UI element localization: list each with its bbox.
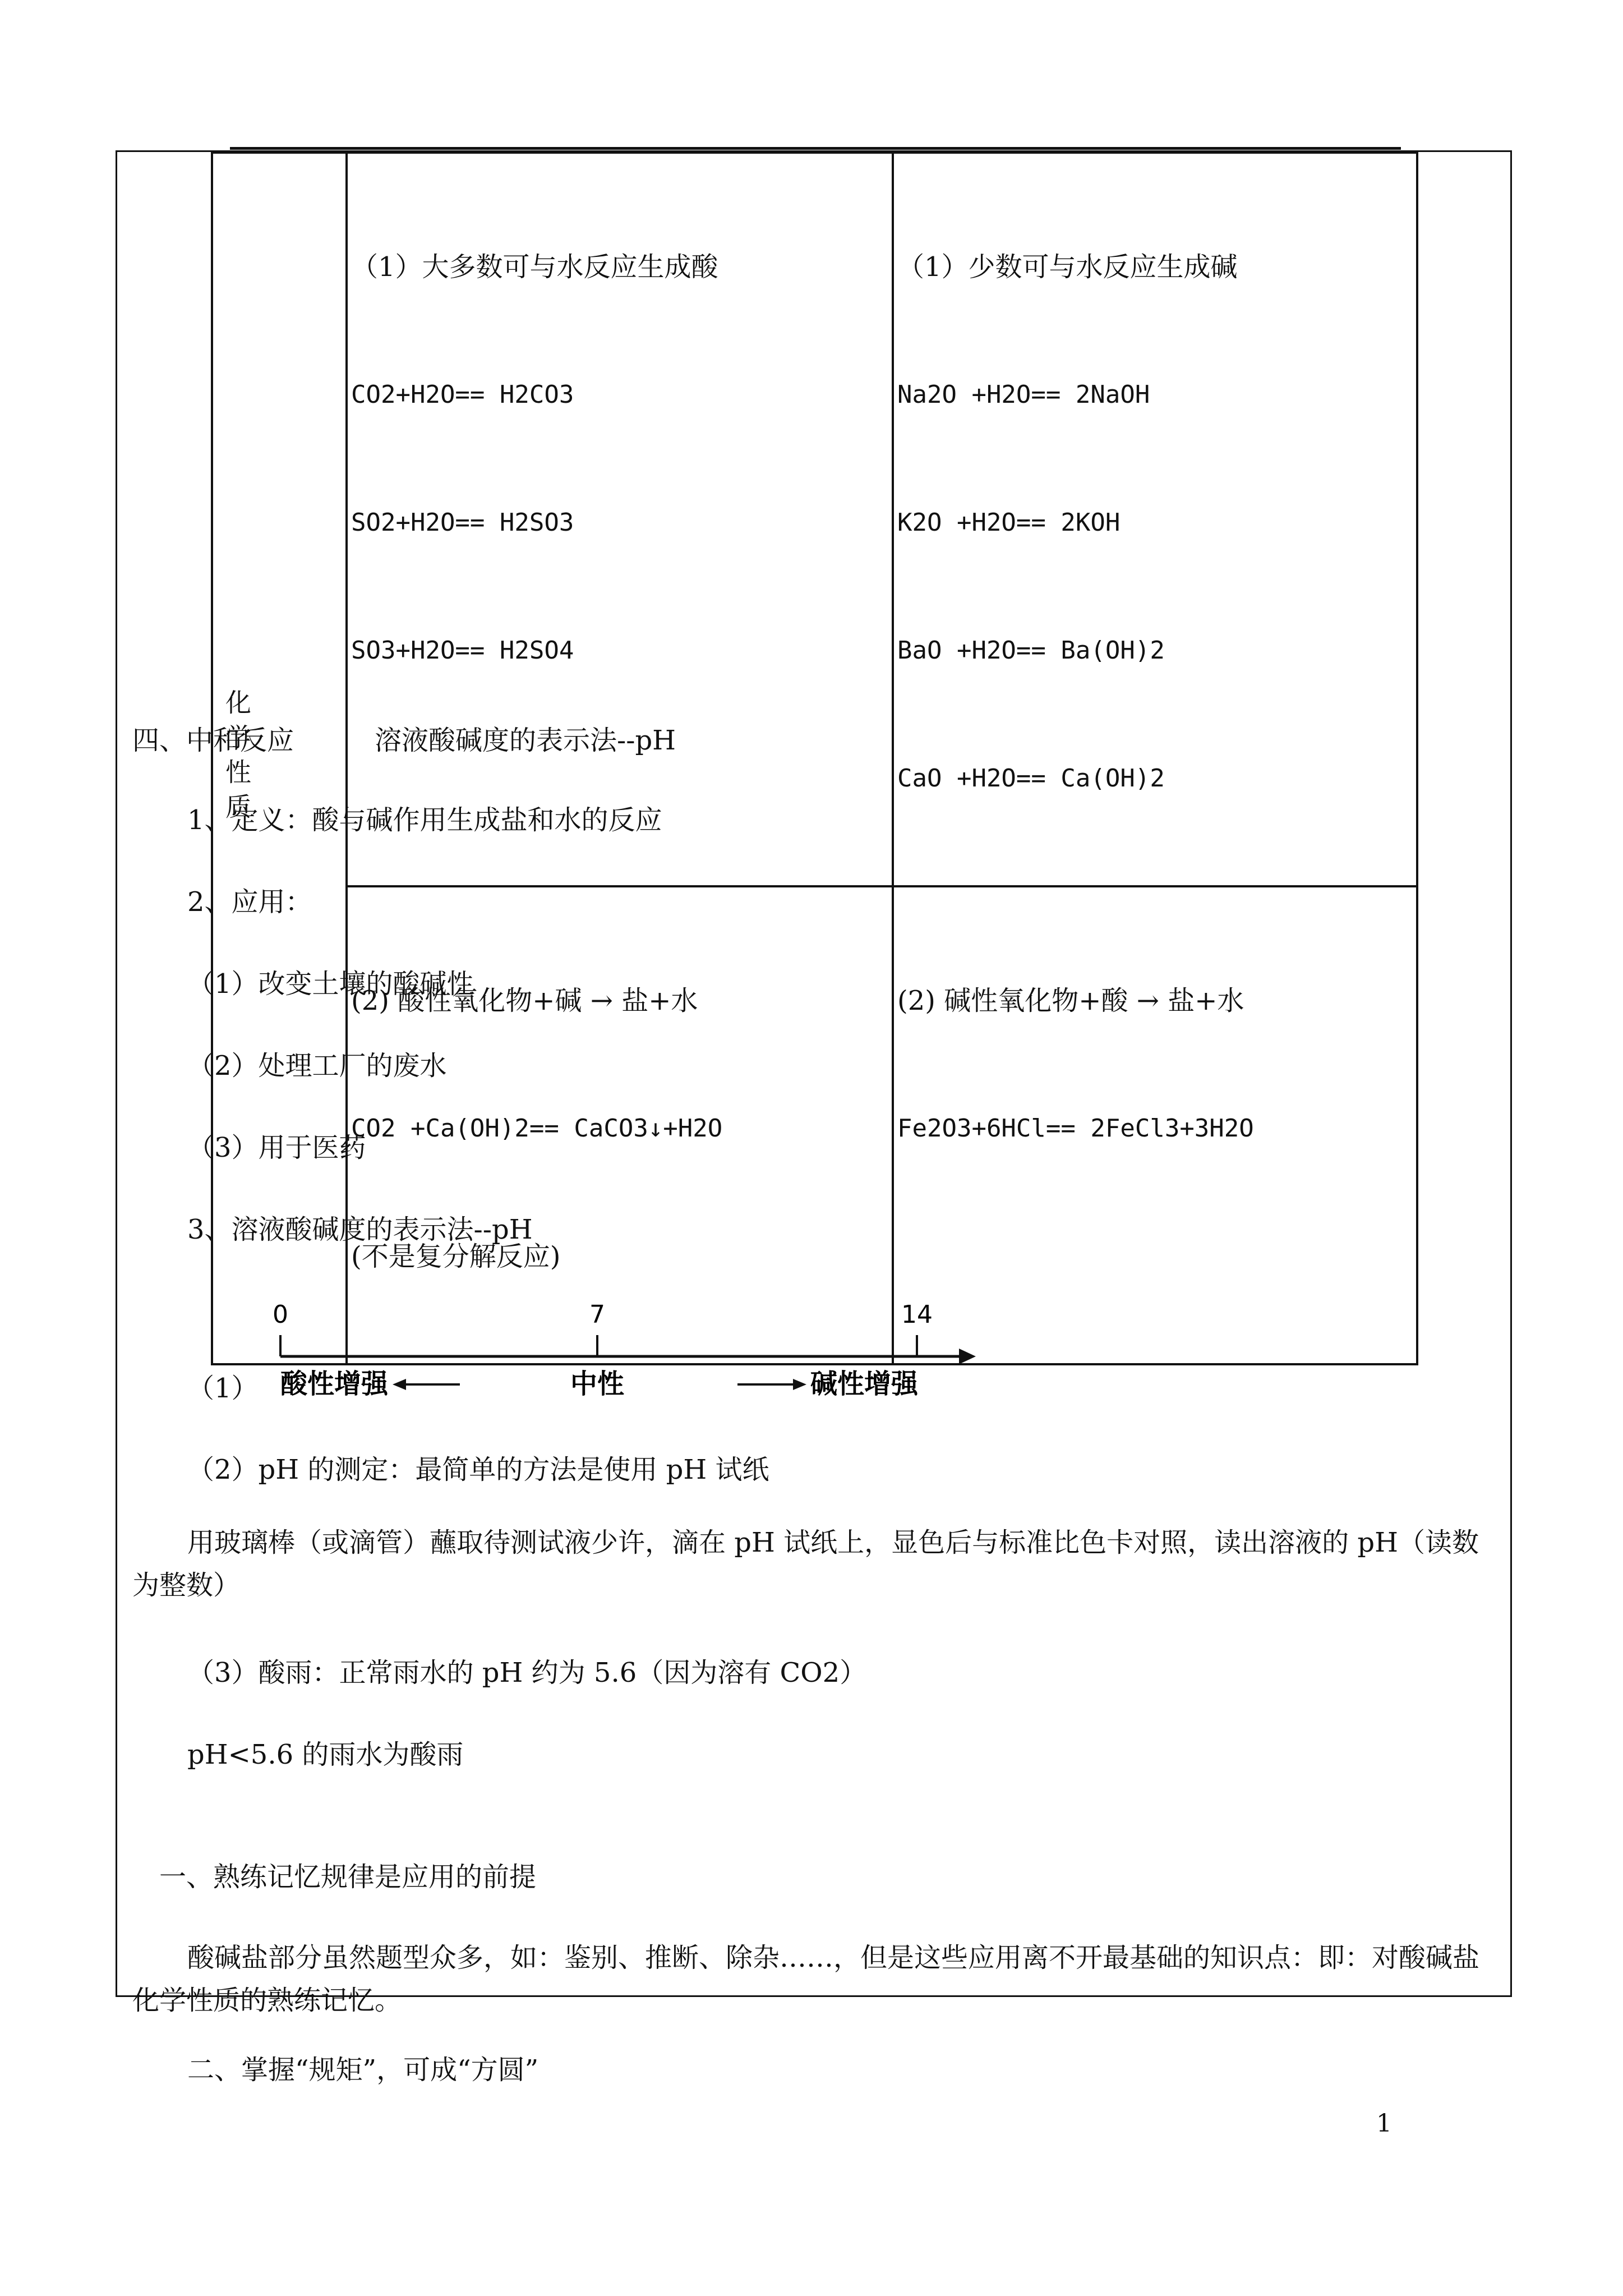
section4-heading: 四、中和反应: [132, 725, 294, 756]
application-item: （1）改变土壤的酸碱性: [187, 968, 474, 1000]
page-number: 1: [1376, 2109, 1392, 2138]
acid-water-title: （1）大多数可与水反应生成酸: [351, 251, 718, 283]
acid-rain: （3）酸雨：正常雨水的 pH 约为 5.6（因为溶有 CO2）: [187, 1657, 867, 1688]
ph-tick-label: 14: [901, 1300, 933, 1329]
acid-water-eq: CO2+H2O== H2CO3: [351, 380, 574, 409]
ph-tick-label: 7: [589, 1300, 605, 1329]
section4-heading-sub: 溶液酸碱度的表示法--pH: [375, 725, 676, 756]
base-oxide-water-cell: [893, 153, 1417, 886]
ph-right-arrowhead: [793, 1379, 806, 1390]
acid-water-eq: SO2+H2O== H2SO3: [351, 508, 574, 537]
ph-measure: （2）pH 的测定：最简单的方法是使用 pH 试纸: [187, 1454, 769, 1485]
acid-water-eq: SO3+H2O== H2SO4: [351, 636, 574, 665]
ph-right-label: 碱性增强: [810, 1368, 919, 1400]
ph-left-arrowhead: [393, 1379, 406, 1390]
tip-heading-2: 二、掌握“规矩”，可成“方圆”: [187, 2054, 539, 2086]
scale-prefix: （1）: [187, 1373, 259, 1404]
acid-oxide-water-cell: [347, 153, 893, 886]
ph-mid-label: 中性: [570, 1368, 625, 1400]
acid-base-note: (不是复分解反应): [351, 1241, 561, 1272]
base-water-title: （1）少数可与水反应生成碱: [897, 251, 1238, 283]
ph-measure-desc: 用玻璃棒（或滴管）蘸取待测试液少许，滴在 pH 试纸上，显色后与标准比色卡对照，读出溶液的 pH（读数为整数）: [132, 1527, 1479, 1601]
tip-paragraph-1: 酸碱盐部分虽然题型众多，如：鉴别、推断、除杂……，但是这些应用离不开最基础的知识点：即：对酸碱盐化学性质的熟练记忆。: [132, 1942, 1480, 2016]
base-water-eq: K2O +H2O== 2KOH: [897, 508, 1121, 537]
ph-tick-label: 0: [273, 1300, 288, 1329]
base-water-eq: BaO +H2O== Ba(OH)2: [897, 636, 1165, 665]
acid-rain-def: pH<5.6 的雨水为酸雨: [187, 1739, 464, 1770]
base-water-eq: Na2O +H2O== 2NaOH: [897, 380, 1150, 409]
ph-heading: 3、溶液酸碱度的表示法--pH: [187, 1214, 533, 1245]
base-acid-title: (2) 碱性氧化物+酸 → 盐+水: [897, 985, 1244, 1016]
base-acid-eq: Fe2O3+6HCl== 2FeCl3+3H2O: [897, 1114, 1254, 1143]
top-rule: [230, 147, 1401, 150]
application-item: （2）处理工厂的废水: [187, 1050, 447, 1082]
base-water-eq: CaO +H2O== Ca(OH)2: [897, 764, 1165, 793]
definition: 1、定义：酸与碱作用生成盐和水的反应: [187, 804, 662, 836]
side-label-cell: [212, 153, 347, 1364]
acid-base-title: (2) 酸性氧化物+碱 → 盐+水: [351, 985, 698, 1016]
chemical-properties-table: [211, 151, 1418, 1365]
ph-left-label: 酸性增强: [280, 1368, 389, 1400]
ph-scale-svg: [264, 1290, 993, 1402]
tip-heading-1: 一、熟练记忆规律是应用的前提: [159, 1861, 537, 1893]
ph-scale: [264, 1290, 993, 1402]
application-item: （3）用于医药: [187, 1132, 366, 1163]
side-label: 化学性质: [222, 689, 252, 828]
acid-base-eq: CO2 +Ca(OH)2== CaCO3↓+H2O: [351, 1114, 723, 1143]
ph-axis-arrowhead: [959, 1349, 976, 1364]
application-heading: 2、应用：: [187, 886, 312, 918]
